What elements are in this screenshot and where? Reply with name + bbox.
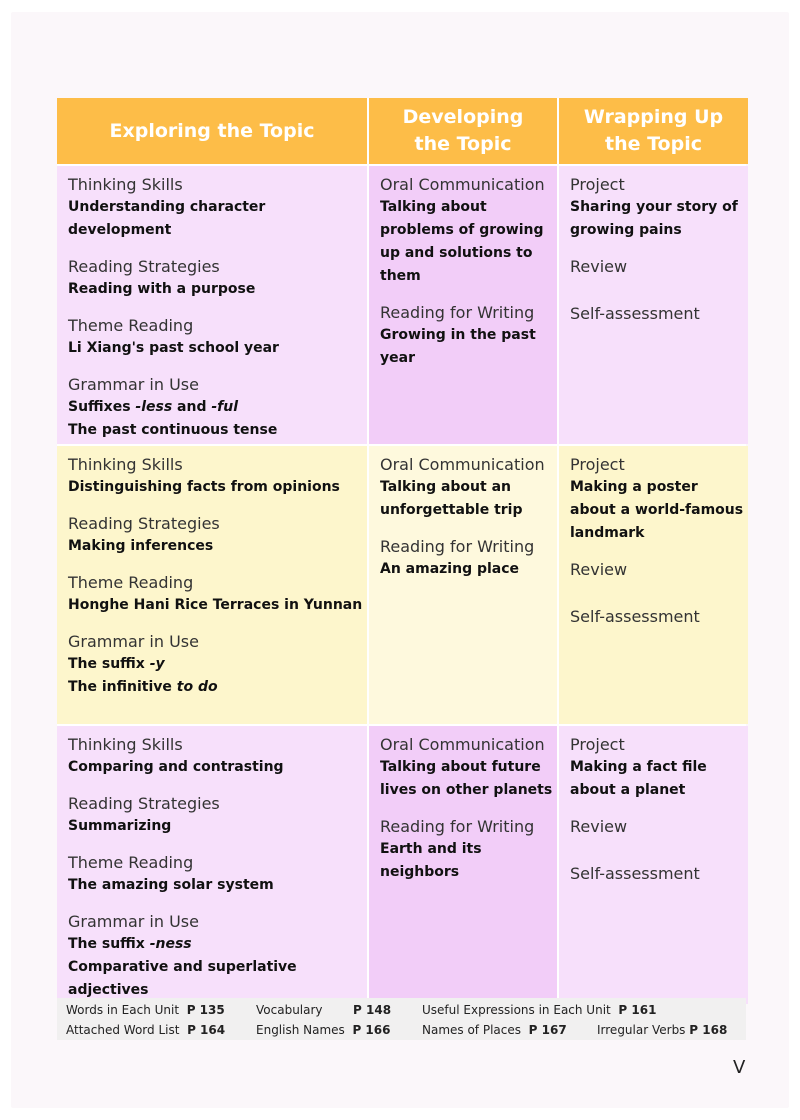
footer-item-names-of-places[interactable]: Names of Places P 167 [422,1023,567,1037]
value: Comparing and contrasting [68,759,284,775]
unit3-wrapping-cell [559,726,748,1004]
value: Summarizing [68,818,172,834]
label: Oral Communication [380,175,545,194]
footer-item-vocabulary[interactable]: Vocabulary P 148 [256,1003,392,1017]
label: Theme Reading [68,316,194,335]
page-number: V [733,1057,746,1078]
label: Reading Strategies [68,514,220,533]
contents-table [57,98,746,1004]
label: Reading for Writing [380,537,535,556]
review-label: Review [570,257,628,276]
label: Grammar in Use [68,375,199,394]
value: Understanding character development [68,199,266,238]
value: The past continuous tense [68,422,278,438]
unit3-developing-cell [369,726,557,1004]
value: The suffix -ness [68,936,192,952]
value: The infinitive to do [68,679,218,695]
header-wrapping-up: Wrapping Up the Topic [559,98,748,164]
label: Thinking Skills [68,735,183,754]
label: Oral Communication [380,735,545,754]
unit2-wrapping-cell [559,446,748,724]
label: Reading for Writing [380,817,535,836]
unit2-developing-cell [369,446,557,724]
label: Theme Reading [68,853,194,872]
value: Making a fact file about a planet [570,759,707,798]
unit2-exploring-cell [57,446,367,724]
label: Reading Strategies [68,794,220,813]
self-assessment-label: Self-assessment [570,864,700,883]
value: Reading with a purpose [68,281,256,297]
unit1-exploring-cell [57,166,367,444]
footer-item-useful-expressions[interactable]: Useful Expressions in Each Unit P 161 [422,1003,657,1017]
value: The amazing solar system [68,877,274,893]
value: Suffixes -less and -ful [68,399,239,415]
unit1-developing-cell [369,166,557,444]
value: Li Xiang's past school year [68,340,279,356]
unit1-wrapping-cell [559,166,748,444]
label: Thinking Skills [68,455,183,474]
label: Oral Communication [380,455,545,474]
value: Talking about problems of growing up and solutions to them [380,199,544,284]
footer-item-attached-word-list[interactable]: Attached Word List P 164 [66,1023,226,1037]
self-assessment-label: Self-assessment [570,607,700,626]
value: The suffix -y [68,656,165,672]
unit3-exploring-cell [57,726,367,1004]
label: Theme Reading [68,573,194,592]
label: Project [570,455,625,474]
label: Project [570,735,625,754]
value: Distinguishing facts from opinions [68,479,340,495]
review-label: Review [570,560,628,579]
footer-item-english-names[interactable]: English Names P 166 [256,1023,391,1037]
header-exploring: Exploring the Topic [57,98,367,164]
label: Reading Strategies [68,257,220,276]
value: Making a poster about a world-famous landmark [570,479,744,541]
footer-item-irregular-verbs[interactable]: Irregular Verbs P 168 [597,1023,728,1037]
label: Project [570,175,625,194]
value: Talking about future lives on other planets [380,759,553,798]
label: Grammar in Use [68,912,199,931]
self-assessment-label: Self-assessment [570,304,700,323]
value: Earth and its neighbors [380,841,482,880]
header-developing: Developing the Topic [369,98,557,164]
review-label: Review [570,817,628,836]
value: An amazing place [380,561,520,577]
value: Honghe Hani Rice Terraces in Yunnan [68,597,363,613]
label: Thinking Skills [68,175,183,194]
value: Sharing your story of growing pains [570,199,738,238]
value: Comparative and superlative adjectives [68,959,297,998]
value: Making inferences [68,538,214,554]
value: Growing in the past year [380,327,536,366]
label: Reading for Writing [380,303,535,322]
appendix-footer [57,998,746,1040]
footer-item-words-each-unit[interactable]: Words in Each Unit P 135 [66,1003,225,1017]
label: Grammar in Use [68,632,199,651]
value: Talking about an unforgettable trip [380,479,523,518]
